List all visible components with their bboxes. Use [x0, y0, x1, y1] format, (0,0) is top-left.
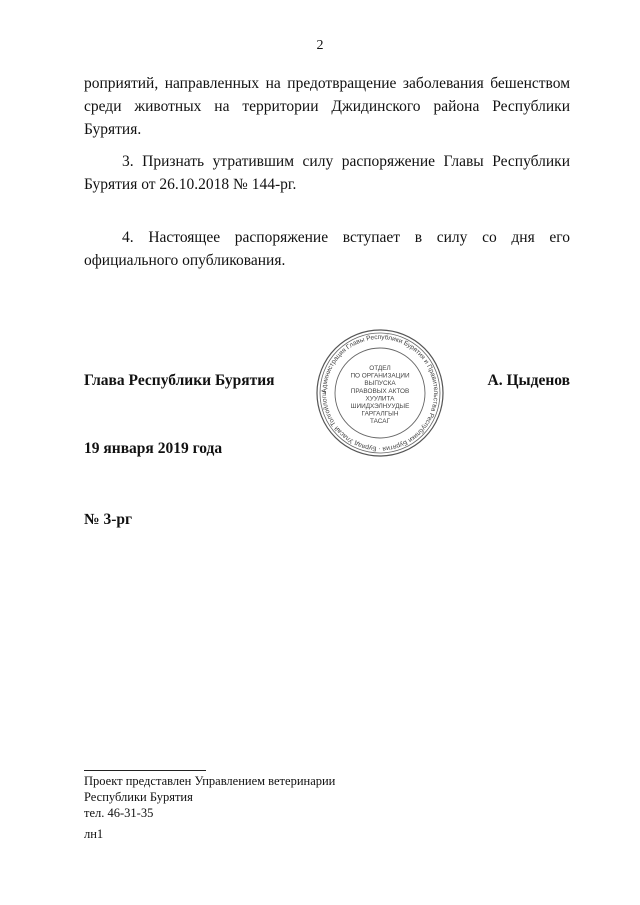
signatory-title: Глава Республики Бурятия	[84, 372, 275, 389]
footer-phone: тел. 46-31-35	[84, 806, 154, 820]
footer-organization-line: Республики Бурятия	[84, 790, 193, 804]
paragraph-item-4: 4. Настоящее распоряжение вступает в силу со дня его официального опубликования.	[84, 229, 570, 269]
stamp-center-line: ТАСАГ	[369, 418, 391, 426]
stamp-center-text	[350, 365, 410, 425]
stamp-center-line: ПО ОРГАНИЗАЦИИ	[350, 372, 410, 380]
document-number: № 3-рг	[84, 511, 133, 528]
footer-initials: лн1	[84, 827, 104, 841]
stamp-center-line: ПРАВОВЫХ АКТОВ	[350, 387, 410, 395]
page-number: 2	[316, 38, 324, 53]
signatory-name: А. Цыденов	[487, 372, 570, 389]
footer-divider	[84, 770, 206, 771]
stamp-center-line: ВЫПУСКА	[364, 380, 396, 388]
stamp-center-line: ОТДЕЛ	[369, 365, 391, 372]
stamp-center-line: ГАРГАЛГЫН	[361, 410, 399, 418]
document-date: 19 января 2019 года	[84, 440, 223, 457]
official-stamp	[315, 328, 445, 458]
stamp-center-line: ШИИДХЭЛНУУДЫЕ	[350, 403, 410, 410]
paragraph-continuation: роприятий, направленных на предотвращение заболевания бешенством среди животных на территории Джидинского района Республики Бурятия.	[84, 75, 570, 138]
paragraph-item-3: 3. Признать утратившим силу распоряжение Главы Республики Бурятия от 26.10.2018 № 144-рг.	[84, 153, 570, 193]
stamp-center-line: ХУУЛИТА	[365, 395, 395, 403]
stamp-outer-text: Администрация Главы Республики Бурятия и Правительства Республики Бурятия · Буряад Уласай Толгойлогш	[320, 333, 440, 453]
footer-project-line: Проект представлен Управлением ветеринарии	[84, 774, 336, 788]
